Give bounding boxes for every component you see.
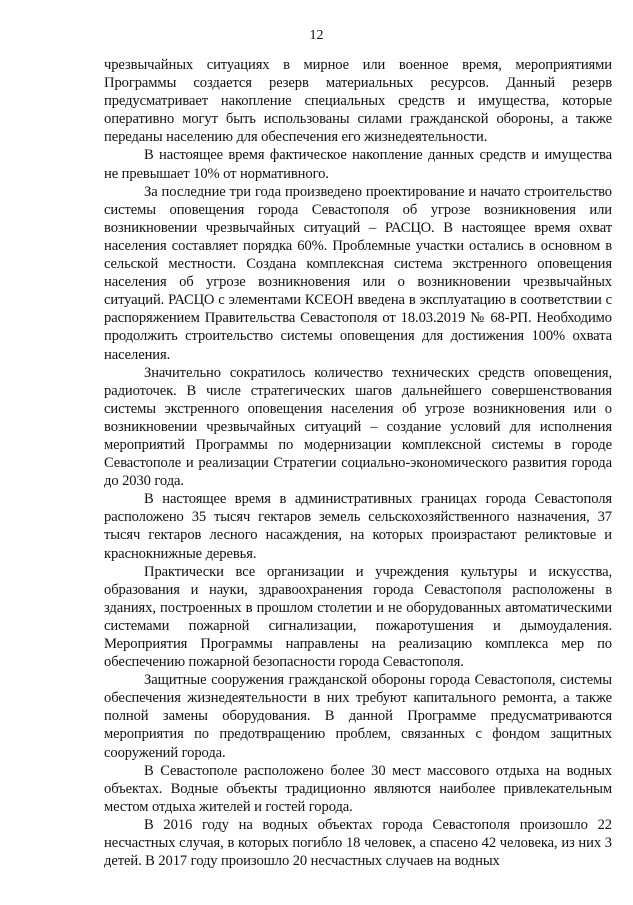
paragraph-recreation-places: В Севастополе расположено более 30 мест массового отдыха на водных объектах. Водные объекты традиционно являются наиболее привлекательным местом отдыха жителей и гостей города.	[104, 762, 612, 815]
paragraph-reserve-continuation: чрезвычайных ситуациях в мирное или военное время, мероприятиями Программы создается резерв материальных ресурсов. Данный резерв предусматривает накопление специальных средств и имущества, которые оперативно могут быть использованы силами гражданской обороны, а также переданы населению для обеспечения его жизнедеятельности.	[104, 57, 612, 146]
page-number: 12	[309, 28, 324, 43]
paragraph-accidents: В 2016 году на водных объектах города Севастополя произошло 22 несчастных случая, в которых погибло 18 человек, а спасено 42 человека, из них 3 детей. В 2017 году произошло 20 несчастных случаев на водных	[104, 816, 612, 870]
paragraph-accumulation: В настоящее время фактическое накопление данных средств и имущества не превышает 10% от нормативного.	[104, 147, 612, 182]
paragraph-fire-safety: Практически все организации и учреждения культуры и искусства, образования и науки, здравоохранения города Севастополя расположены в зданиях, построенных в прошлом столетии и не оборудованных автоматическими системами пожарной сигнализации, пожаротушения и дымоудаления. Мероприятия Программы направлены на реализацию комплекса мер по обеспечению пожарной безопасности города Севастополя.	[104, 563, 612, 671]
paragraph-land-area: В настоящее время в административных границах города Севастополя расположено 35 тысяч гектаров земель сельскохозяйственного назначения, 37 тысяч гектаров лесного насаждения, на которых произрастают реликтовые и краснокнижные деревья.	[104, 491, 612, 562]
paragraph-warning-means: Значительно сократилось количество технических средств оповещения, радиоточек. В числе стратегических шагов дальнейшего совершенствования системы экстренного оповещения населения об угрозе возникновения или о возникновении чрезвычайных ситуаций – создание условий для исполнения мероприятий Программы по модернизации комплексной системы в городе Севастополе и реализации Стратегии социально-экономического развития города до 2030 года.	[104, 364, 612, 490]
body-text	[104, 56, 612, 870]
paragraph-protective-structures: Защитные сооружения гражданской обороны города Севастополя, системы обеспечения жизнедеятельности в них требуют капитального ремонта, а также полной замены оборудования. В данной Программе предусматриваются мероприятия по предотвращению проблем, связанных с фондом защитных сооружений города.	[104, 672, 612, 761]
paragraph-warning-system: За последние три года произведено проектирование и начато строительство системы оповещения города Севастополя об угрозе возникновения или возникновении чрезвычайных ситуаций – РАСЦО. В настоящее время охват населения составляет порядка 60%. Проблемные участки остались в основном в сельской местности. Создана комплексная система экстренного оповещения населения об угрозе возникновения или о возникновении чрезвычайных ситуаций. РАСЦО с элементами КСЕОН введена в эксплуатацию в соответствии с распоряжением Правительства Севастополя от 18.03.2019 № 68-РП. Необходимо продолжить строительство системы оповещения для достижения 100% охвата населения.	[104, 183, 612, 363]
